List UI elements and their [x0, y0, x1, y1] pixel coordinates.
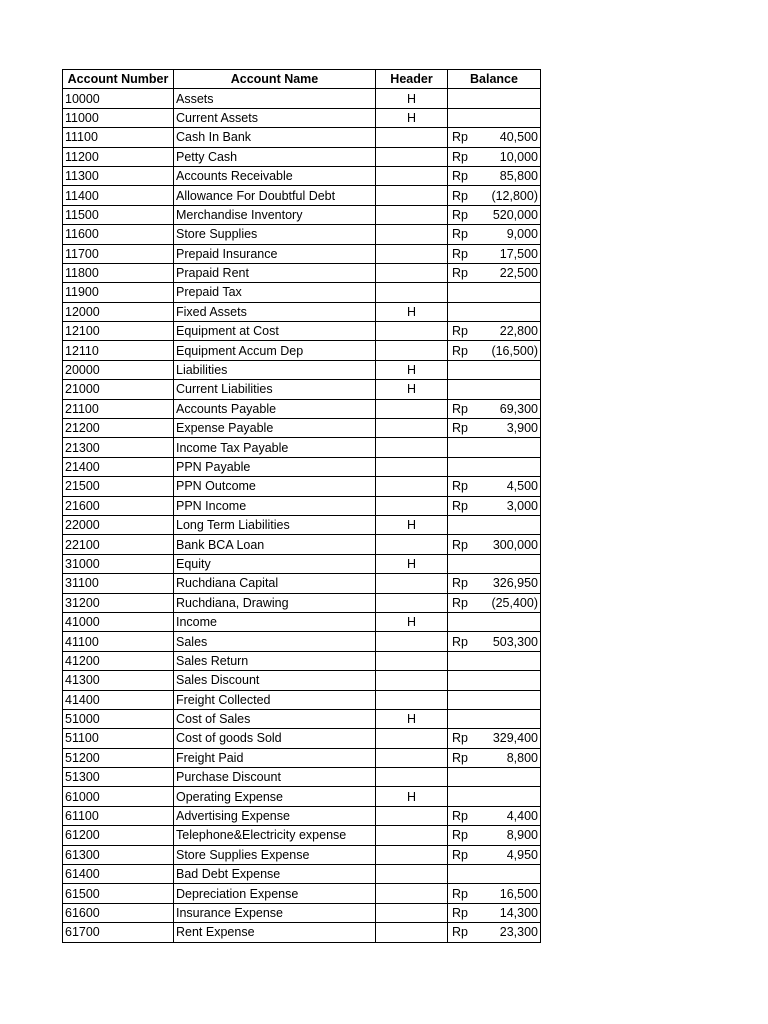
- balance-currency: Rp: [452, 324, 468, 339]
- balance-currency: Rp: [452, 479, 468, 494]
- table-row: [63, 205, 541, 224]
- balance-currency: Rp: [452, 750, 468, 765]
- balance-cell: [448, 671, 541, 690]
- table-row: [63, 729, 541, 748]
- balance-cell: [448, 205, 541, 224]
- balance-currency: Rp: [452, 809, 468, 824]
- balance-cell: [448, 341, 541, 360]
- account-number-cell: 20000: [63, 360, 174, 379]
- balance-amount: 40,500: [499, 130, 538, 145]
- account-name-cell: Advertising Expense: [174, 806, 376, 825]
- balance-currency: Rp: [452, 537, 468, 552]
- balance-cell: [448, 166, 541, 185]
- balance-currency: Rp: [452, 847, 468, 862]
- header-flag-cell: [376, 574, 448, 593]
- account-name-cell: Ruchdiana, Drawing: [174, 593, 376, 612]
- table-body: [63, 89, 541, 942]
- header-flag-cell: H: [376, 89, 448, 108]
- table-row: [63, 360, 541, 379]
- table-row: [63, 302, 541, 321]
- table-row: [63, 845, 541, 864]
- balance-currency: Rp: [452, 498, 468, 513]
- account-number-cell: 61700: [63, 923, 174, 942]
- balance-amount: 4,500: [506, 479, 538, 494]
- account-name-cell: Sales Return: [174, 651, 376, 670]
- balance-cell: [448, 147, 541, 166]
- account-number-cell: 21500: [63, 477, 174, 496]
- header-flag-cell: H: [376, 554, 448, 573]
- balance-cell: [448, 399, 541, 418]
- table-row: [63, 768, 541, 787]
- account-number-cell: 21000: [63, 380, 174, 399]
- header-flag-cell: [376, 225, 448, 244]
- header-flag-cell: [376, 845, 448, 864]
- table-row: [63, 283, 541, 302]
- table-row: [63, 341, 541, 360]
- header-flag-cell: [376, 186, 448, 205]
- account-number-cell: 31100: [63, 574, 174, 593]
- account-name-cell: Sales Discount: [174, 671, 376, 690]
- account-name-cell: Ruchdiana Capital: [174, 574, 376, 593]
- balance-cell: [448, 457, 541, 476]
- table-row: [63, 787, 541, 806]
- table-row: [63, 690, 541, 709]
- header-flag-cell: [376, 205, 448, 224]
- header-flag-cell: [376, 166, 448, 185]
- balance-currency: Rp: [452, 246, 468, 261]
- account-name-cell: Bank BCA Loan: [174, 535, 376, 554]
- balance-currency: Rp: [452, 595, 468, 610]
- header-flag-cell: [376, 651, 448, 670]
- header-flag-cell: [376, 593, 448, 612]
- balance-currency: Rp: [452, 576, 468, 591]
- account-number-cell: 11800: [63, 263, 174, 282]
- account-name-cell: Accounts Payable: [174, 399, 376, 418]
- account-number-cell: 12100: [63, 322, 174, 341]
- header-flag-cell: H: [376, 108, 448, 127]
- account-name-cell: Operating Expense: [174, 787, 376, 806]
- balance-cell: [448, 690, 541, 709]
- table-row: [63, 903, 541, 922]
- header-flag-cell: H: [376, 787, 448, 806]
- account-name-cell: Prepaid Tax: [174, 283, 376, 302]
- table-row: [63, 515, 541, 534]
- account-name-cell: Allowance For Doubtful Debt: [174, 186, 376, 205]
- account-name-cell: PPN Payable: [174, 457, 376, 476]
- balance-amount: 22,800: [499, 324, 538, 339]
- account-name-cell: Equipment Accum Dep: [174, 341, 376, 360]
- account-number-cell: 61600: [63, 903, 174, 922]
- balance-cell: [448, 477, 541, 496]
- account-number-cell: 11300: [63, 166, 174, 185]
- balance-cell: [448, 263, 541, 282]
- balance-cell: [448, 884, 541, 903]
- table-row: [63, 574, 541, 593]
- account-number-cell: 12000: [63, 302, 174, 321]
- account-name-cell: Accounts Receivable: [174, 166, 376, 185]
- account-name-cell: Freight Paid: [174, 748, 376, 767]
- column-header-account-name: Account Name: [174, 70, 376, 89]
- table-row: [63, 263, 541, 282]
- balance-cell: [448, 186, 541, 205]
- account-name-cell: Cost of Sales: [174, 709, 376, 728]
- account-number-cell: 51200: [63, 748, 174, 767]
- column-header-account-number: Account Number: [63, 70, 174, 89]
- balance-currency: Rp: [452, 886, 468, 901]
- account-name-cell: Prapaid Rent: [174, 263, 376, 282]
- header-flag-cell: H: [376, 302, 448, 321]
- account-name-cell: Assets: [174, 89, 376, 108]
- balance-cell: [448, 826, 541, 845]
- header-flag-cell: H: [376, 709, 448, 728]
- account-number-cell: 11200: [63, 147, 174, 166]
- account-number-cell: 11700: [63, 244, 174, 263]
- table-row: [63, 166, 541, 185]
- balance-amount: 503,300: [492, 634, 538, 649]
- table-row: [63, 826, 541, 845]
- balance-amount: 329,400: [492, 731, 538, 746]
- balance-amount: 8,800: [506, 750, 538, 765]
- balance-amount: 14,300: [499, 905, 538, 920]
- balance-currency: Rp: [452, 828, 468, 843]
- table-row: [63, 89, 541, 108]
- account-name-cell: PPN Outcome: [174, 477, 376, 496]
- account-name-cell: Insurance Expense: [174, 903, 376, 922]
- balance-currency: Rp: [452, 421, 468, 436]
- account-number-cell: 11000: [63, 108, 174, 127]
- header-flag-cell: [376, 128, 448, 147]
- table-row: [63, 884, 541, 903]
- balance-cell: [448, 283, 541, 302]
- balance-cell: [448, 574, 541, 593]
- table-row: [63, 438, 541, 457]
- account-number-cell: 31200: [63, 593, 174, 612]
- account-name-cell: Purchase Discount: [174, 768, 376, 787]
- table-row: [63, 709, 541, 728]
- account-number-cell: 11500: [63, 205, 174, 224]
- balance-cell: [448, 923, 541, 942]
- account-number-cell: 41000: [63, 612, 174, 631]
- table-row: [63, 399, 541, 418]
- balance-currency: Rp: [452, 266, 468, 281]
- table-row: [63, 496, 541, 515]
- account-number-cell: 22100: [63, 535, 174, 554]
- header-flag-cell: H: [376, 612, 448, 631]
- balance-cell: [448, 632, 541, 651]
- table-row: [63, 419, 541, 438]
- account-number-cell: 41100: [63, 632, 174, 651]
- balance-amount: 16,500: [499, 886, 538, 901]
- account-number-cell: 61100: [63, 806, 174, 825]
- header-flag-cell: [376, 457, 448, 476]
- balance-cell: [448, 244, 541, 263]
- balance-cell: [448, 496, 541, 515]
- account-name-cell: Liabilities: [174, 360, 376, 379]
- table-row: [63, 865, 541, 884]
- balance-amount: 22,500: [499, 266, 538, 281]
- account-name-cell: Current Assets: [174, 108, 376, 127]
- header-flag-cell: [376, 244, 448, 263]
- account-name-cell: Petty Cash: [174, 147, 376, 166]
- balance-currency: Rp: [452, 130, 468, 145]
- header-flag-cell: [376, 322, 448, 341]
- account-number-cell: 51100: [63, 729, 174, 748]
- balance-cell: [448, 787, 541, 806]
- header-flag-cell: [376, 903, 448, 922]
- balance-cell: [448, 768, 541, 787]
- table-row: [63, 612, 541, 631]
- account-number-cell: 61400: [63, 865, 174, 884]
- balance-amount: 10,000: [499, 149, 538, 164]
- balance-cell: [448, 593, 541, 612]
- balance-cell: [448, 438, 541, 457]
- table-row: [63, 108, 541, 127]
- header-flag-cell: [376, 419, 448, 438]
- account-number-cell: 51300: [63, 768, 174, 787]
- balance-cell: [448, 302, 541, 321]
- account-number-cell: 61300: [63, 845, 174, 864]
- account-number-cell: 41300: [63, 671, 174, 690]
- balance-currency: Rp: [452, 401, 468, 416]
- balance-amount: 69,300: [499, 401, 538, 416]
- header-flag-cell: [376, 806, 448, 825]
- balance-cell: [448, 128, 541, 147]
- table-row: [63, 322, 541, 341]
- table-row: [63, 147, 541, 166]
- account-number-cell: 41200: [63, 651, 174, 670]
- balance-cell: [448, 903, 541, 922]
- table-row: [63, 380, 541, 399]
- account-name-cell: Telephone&Electricity expense: [174, 826, 376, 845]
- account-number-cell: 10000: [63, 89, 174, 108]
- balance-cell: [448, 729, 541, 748]
- balance-amount: 4,950: [506, 847, 538, 862]
- account-name-cell: Depreciation Expense: [174, 884, 376, 903]
- balance-cell: [448, 322, 541, 341]
- header-flag-cell: [376, 341, 448, 360]
- header-flag-cell: [376, 671, 448, 690]
- balance-amount: 300,000: [492, 537, 538, 552]
- account-number-cell: 61500: [63, 884, 174, 903]
- header-flag-cell: [376, 826, 448, 845]
- balance-cell: [448, 612, 541, 631]
- table-row: [63, 923, 541, 942]
- balance-amount: 520,000: [492, 207, 538, 222]
- column-header-header: Header: [376, 70, 448, 89]
- header-flag-cell: H: [376, 515, 448, 534]
- account-number-cell: 22000: [63, 515, 174, 534]
- balance-amount: 3,000: [506, 498, 538, 513]
- account-name-cell: Cost of goods Sold: [174, 729, 376, 748]
- account-name-cell: Current Liabilities: [174, 380, 376, 399]
- balance-currency: Rp: [452, 343, 468, 358]
- account-number-cell: 21300: [63, 438, 174, 457]
- account-number-cell: 61000: [63, 787, 174, 806]
- account-name-cell: Equity: [174, 554, 376, 573]
- balance-amount: 8,900: [506, 828, 538, 843]
- balance-currency: Rp: [452, 227, 468, 242]
- balance-cell: [448, 89, 541, 108]
- balance-amount: 85,800: [499, 169, 538, 184]
- table-row: [63, 806, 541, 825]
- table-row: [63, 632, 541, 651]
- column-header-balance: Balance: [448, 70, 541, 89]
- balance-amount: 4,400: [506, 809, 538, 824]
- header-flag-cell: [376, 535, 448, 554]
- balance-currency: Rp: [452, 169, 468, 184]
- account-name-cell: Sales: [174, 632, 376, 651]
- account-number-cell: 11400: [63, 186, 174, 205]
- account-name-cell: Prepaid Insurance: [174, 244, 376, 263]
- balance-amount: 326,950: [492, 576, 538, 591]
- header-flag-cell: [376, 283, 448, 302]
- account-number-cell: 21400: [63, 457, 174, 476]
- header-flag-cell: [376, 923, 448, 942]
- header-flag-cell: [376, 768, 448, 787]
- header-flag-cell: [376, 147, 448, 166]
- header-flag-cell: [376, 438, 448, 457]
- balance-cell: [448, 845, 541, 864]
- account-name-cell: Expense Payable: [174, 419, 376, 438]
- balance-currency: Rp: [452, 207, 468, 222]
- balance-currency: Rp: [452, 149, 468, 164]
- balance-cell: [448, 651, 541, 670]
- table-row: [63, 186, 541, 205]
- account-number-cell: 11100: [63, 128, 174, 147]
- account-number-cell: 11600: [63, 225, 174, 244]
- account-number-cell: 21100: [63, 399, 174, 418]
- header-flag-cell: [376, 884, 448, 903]
- header-flag-cell: [376, 690, 448, 709]
- table-row: [63, 225, 541, 244]
- balance-cell: [448, 225, 541, 244]
- balance-amount: 9,000: [506, 227, 538, 242]
- balance-cell: [448, 709, 541, 728]
- balance-cell: [448, 865, 541, 884]
- header-flag-cell: [376, 399, 448, 418]
- balance-cell: [448, 806, 541, 825]
- balance-amount: (12,800): [491, 188, 538, 203]
- account-name-cell: Equipment at Cost: [174, 322, 376, 341]
- balance-cell: [448, 748, 541, 767]
- table-row: [63, 593, 541, 612]
- balance-currency: Rp: [452, 905, 468, 920]
- table-row: [63, 535, 541, 554]
- header-flag-cell: [376, 263, 448, 282]
- header-flag-cell: [376, 496, 448, 515]
- balance-amount: 23,300: [499, 925, 538, 940]
- balance-amount: 3,900: [506, 421, 538, 436]
- header-flag-cell: [376, 729, 448, 748]
- balance-cell: [448, 360, 541, 379]
- balance-cell: [448, 515, 541, 534]
- account-number-cell: 12110: [63, 341, 174, 360]
- balance-cell: [448, 419, 541, 438]
- table-row: [63, 671, 541, 690]
- account-name-cell: Store Supplies: [174, 225, 376, 244]
- account-number-cell: 61200: [63, 826, 174, 845]
- account-name-cell: Freight Collected: [174, 690, 376, 709]
- account-name-cell: Merchandise Inventory: [174, 205, 376, 224]
- header-flag-cell: [376, 477, 448, 496]
- table-row: [63, 128, 541, 147]
- header-flag-cell: [376, 748, 448, 767]
- table-row: [63, 477, 541, 496]
- balance-cell: [448, 535, 541, 554]
- header-flag-cell: H: [376, 380, 448, 399]
- account-number-cell: 41400: [63, 690, 174, 709]
- table-header-row: [63, 70, 541, 89]
- account-name-cell: Bad Debt Expense: [174, 865, 376, 884]
- table-row: [63, 244, 541, 263]
- table-row: [63, 554, 541, 573]
- balance-currency: Rp: [452, 634, 468, 649]
- account-number-cell: 21600: [63, 496, 174, 515]
- account-name-cell: Cash In Bank: [174, 128, 376, 147]
- chart-of-accounts-table: [62, 69, 541, 943]
- balance-currency: Rp: [452, 925, 468, 940]
- balance-cell: [448, 380, 541, 399]
- balance-currency: Rp: [452, 188, 468, 203]
- balance-amount: 17,500: [499, 246, 538, 261]
- table-row: [63, 651, 541, 670]
- account-name-cell: PPN Income: [174, 496, 376, 515]
- account-name-cell: Income Tax Payable: [174, 438, 376, 457]
- header-flag-cell: [376, 865, 448, 884]
- balance-currency: Rp: [452, 731, 468, 746]
- account-name-cell: Long Term Liabilities: [174, 515, 376, 534]
- balance-cell: [448, 554, 541, 573]
- account-name-cell: Fixed Assets: [174, 302, 376, 321]
- header-flag-cell: H: [376, 360, 448, 379]
- table-row: [63, 748, 541, 767]
- account-number-cell: 11900: [63, 283, 174, 302]
- balance-cell: [448, 108, 541, 127]
- account-name-cell: Rent Expense: [174, 923, 376, 942]
- account-number-cell: 21200: [63, 419, 174, 438]
- header-flag-cell: [376, 632, 448, 651]
- account-name-cell: Income: [174, 612, 376, 631]
- account-name-cell: Store Supplies Expense: [174, 845, 376, 864]
- balance-amount: (16,500): [491, 343, 538, 358]
- balance-amount: (25,400): [491, 595, 538, 610]
- table-row: [63, 457, 541, 476]
- account-number-cell: 31000: [63, 554, 174, 573]
- account-number-cell: 51000: [63, 709, 174, 728]
